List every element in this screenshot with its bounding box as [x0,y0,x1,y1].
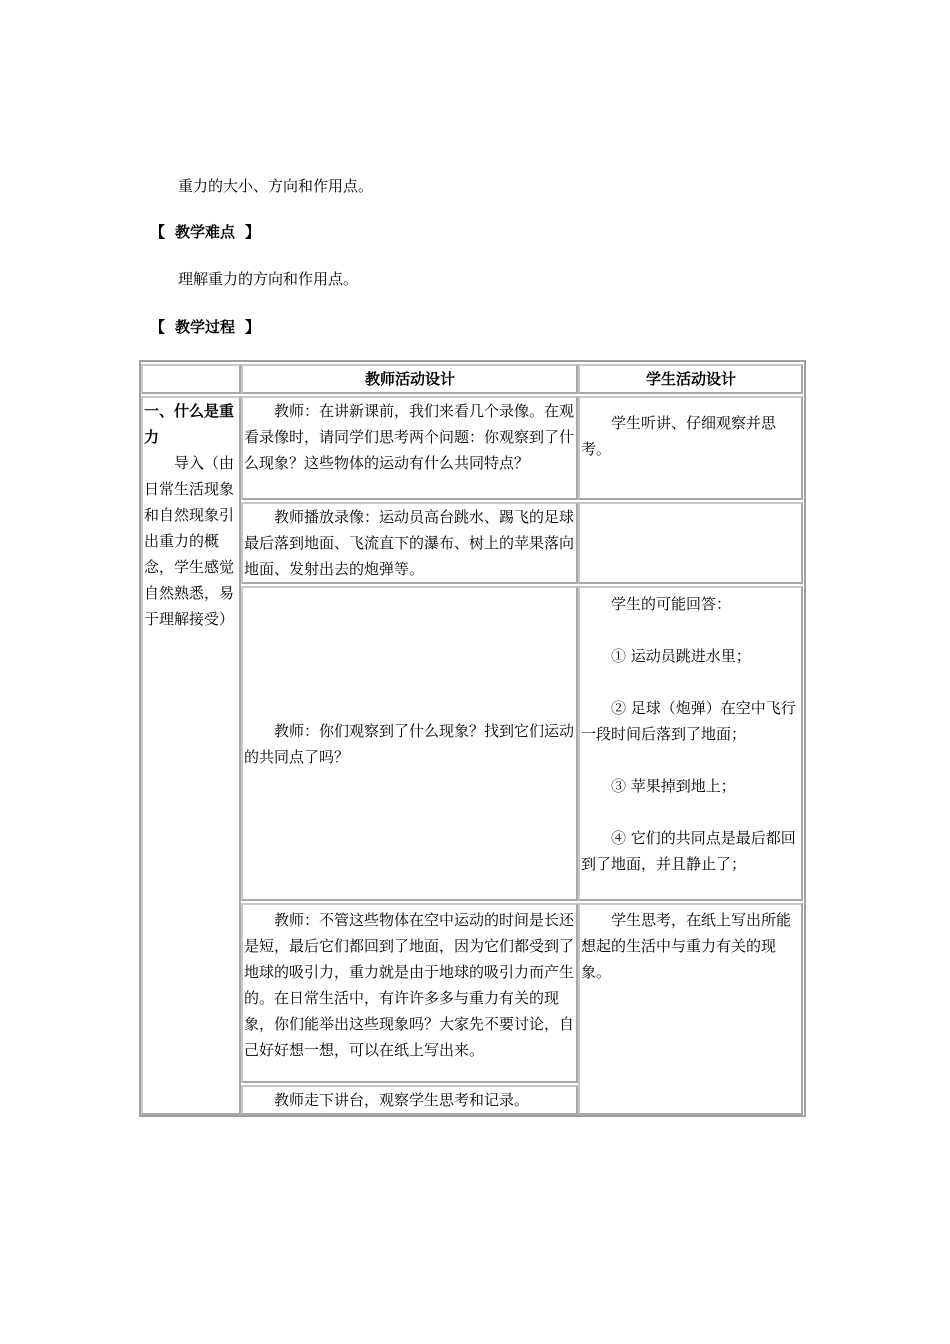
teacher-cell-4: 教师：不管这些物体在空中运动的时间是长还是短，最后它们都回到了地面，因为它们都受到了地球的吸引力，重力就是由于地球的吸引力而产生的。在日常生活中，有许许多多与重力有关的现象，你们能举出这些现象吗？大家先不要讨论，自己好好想一想，可以在纸上写出来。 [241,903,578,1083]
difficulty-text: 理解重力的方向和作用点。 [178,270,359,288]
student-cell-2 [578,502,803,584]
section-cell [141,396,241,1115]
answer-item: ① 运动员跳进水里； [611,647,751,665]
section-note: 导入（由日常生活现象和自然现象引出重力的概念，学生感觉自然熟悉，易于理解接受） [144,454,235,628]
student-cell-4: 学生思考，在纸上写出所能想起的生活中与重力有关的现象。 [578,903,803,1115]
answer-item: ③ 苹果掉到地上； [611,777,736,795]
lesson-process-table [139,360,806,1117]
difficulty-heading [150,222,260,242]
heading-text: 教学难点 [175,223,236,241]
header-teacher: 教师活动设计 [241,364,578,394]
teacher-cell-1: 教师：在讲新课前，我们来看几个录像。在观看录像时，请同学们思考两个问题：你观察到了什么现象？这些物体的运动有什么共同特点？ [241,396,578,500]
teacher-cell-3 [241,586,578,901]
intro-line: 重力的大小、方向和作用点。 [178,177,374,195]
student-cell-1: 学生听讲、仔细观察并思考。 [578,396,803,500]
heading-close-bracket: 】 [245,223,261,241]
heading-open-bracket: 【 [150,223,166,241]
heading-open-bracket: 【 [150,318,166,336]
teacher-cell-5: 教师走下讲台，观察学生思考和记录。 [241,1085,578,1115]
heading-text: 教学过程 [175,318,236,336]
section-title: 一、什么是重力 [144,402,235,446]
student-cell-3 [578,586,803,901]
answer-intro: 学生的可能回答： [611,595,732,613]
process-heading [150,317,260,337]
answer-item: ② 足球（炮弹）在空中飞行一段时间后落到了地面； [581,699,796,743]
heading-close-bracket: 】 [245,318,261,336]
header-empty-cell [141,364,241,394]
teacher-cell-3-text: 教师：你们观察到了什么现象？找到它们运动的共同点了吗？ [244,721,575,766]
teacher-cell-2: 教师播放录像：运动员高台跳水、踢飞的足球最后落到地面、飞流直下的瀑布、树上的苹果落向地面、发射出去的炮弹等。 [241,502,578,584]
header-student: 学生活动设计 [578,364,803,394]
answer-item: ④ 它们的共同点是最后都回到了地面，并且静止了； [581,829,796,873]
